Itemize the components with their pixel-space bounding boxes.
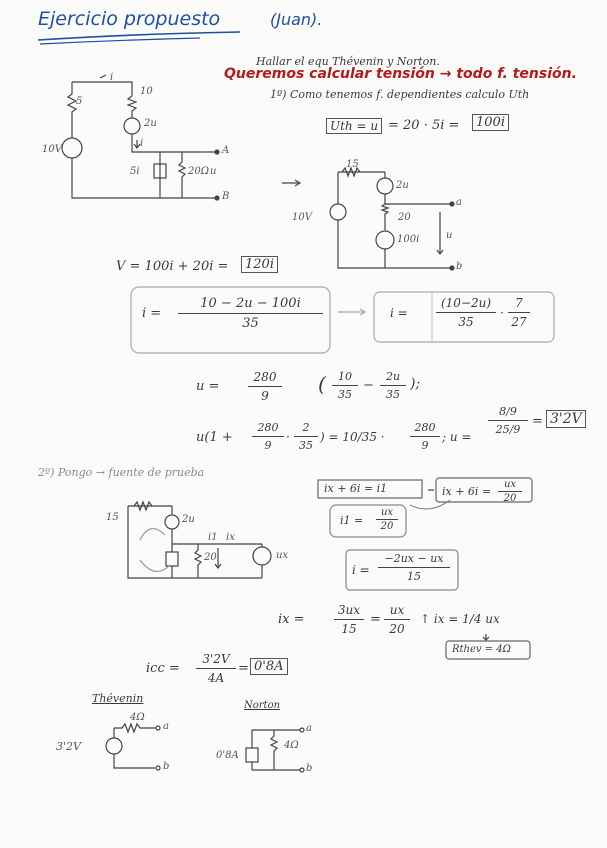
i2-mid: ·: [500, 306, 504, 320]
task-text: Hallar el equ Thévenin y Norton.: [256, 55, 440, 68]
i1-num: ux: [380, 507, 394, 518]
u-den: 9: [261, 389, 269, 403]
c1-dep-v: 2u: [144, 118, 157, 129]
i2-numerator: (10−2u): [440, 296, 492, 310]
i-denominator: 35: [242, 316, 259, 331]
i1-frac: [376, 507, 398, 532]
u2-dot: ·: [286, 430, 290, 444]
u-minus: −: [363, 378, 374, 393]
kcl-2-lhs: ix + 6i =: [442, 485, 492, 498]
u-p1: [332, 370, 358, 401]
v-result: 120i: [241, 256, 278, 273]
voltage-source-10v: [62, 138, 82, 158]
u-p2-num: 2u: [385, 370, 401, 383]
ix-frac2: [384, 603, 410, 636]
c1-current: i: [140, 138, 144, 149]
ix-den: 15: [341, 622, 357, 636]
c2-a: a: [456, 197, 462, 208]
icc-lhs: icc =: [146, 661, 180, 676]
u2-g: [488, 405, 528, 436]
icc-num: 3'2V: [202, 652, 230, 666]
u2-b-num: 280: [257, 421, 279, 434]
norton-b: b: [306, 763, 313, 774]
c2-r-top: 15: [346, 159, 359, 170]
i-lhs: i =: [142, 306, 162, 321]
i-step2-frac: [378, 552, 450, 583]
title-underline: [38, 32, 240, 40]
u-p1-num: 10: [338, 370, 352, 383]
i-step2-lhs: i =: [352, 563, 370, 577]
step1-text: 1º) Como tenemos f. dependientes calculo Uth: [270, 88, 530, 101]
norton-r: 4Ω: [284, 740, 299, 751]
u-p2: [380, 370, 406, 401]
c2-r-mid: 20: [398, 212, 411, 223]
u2-c-num: 2: [302, 421, 310, 434]
c1-a: A: [222, 145, 230, 156]
u2-e: [410, 421, 440, 452]
dep-current-source-2: [376, 231, 394, 249]
c2-source: 10V: [292, 212, 312, 223]
i-step2-num: −2ux − ux: [384, 552, 444, 565]
dep-current-source-3: [166, 552, 178, 566]
u2-b: [252, 421, 284, 452]
author: (Juan).: [270, 10, 323, 29]
u2-g-den: 25/9: [495, 423, 521, 436]
circuit2: [330, 168, 454, 270]
u2-result: 3'2V: [546, 410, 586, 428]
i1-den: 20: [380, 521, 394, 532]
c1-source: 10V: [42, 144, 62, 155]
c3-dep-v: 2u: [182, 514, 195, 525]
voltage-source-10v-2: [330, 204, 346, 220]
goal-text: Queremos calcular tensión → todo f. tensión.: [224, 66, 577, 82]
ix-den2: 20: [389, 622, 405, 636]
page-title: Ejercicio propuesto: [38, 8, 221, 30]
c1-i-top: i: [110, 72, 114, 83]
circuit3: [128, 502, 271, 578]
i1-lhs: i1 =: [340, 514, 364, 527]
i2-fraction: [436, 296, 496, 329]
v-equation: V = 100i + 20i =: [116, 259, 229, 274]
norton-i: 0'8A: [216, 750, 239, 761]
u-lhs: u =: [196, 379, 220, 394]
norton-label: Norton: [244, 700, 281, 711]
rth-result: Rthev = 4Ω: [452, 644, 511, 655]
ix-tail: ↑ ix = 1/4 ux: [420, 612, 500, 626]
u-close: );: [410, 376, 421, 392]
i2-factor: [508, 296, 530, 329]
u2-e-num: 280: [414, 421, 436, 434]
u2-eq: =: [532, 414, 543, 429]
kcl-1: ix + 6i = i1: [324, 482, 388, 495]
u2-a: u(1 +: [196, 430, 233, 445]
c2-dep-i: 100i: [397, 234, 420, 245]
arrow: [282, 180, 300, 186]
u-frac: [248, 370, 282, 403]
c2-u: u: [446, 230, 453, 241]
kcl-2-num: ux: [503, 479, 517, 490]
uth-result: 100i: [472, 114, 509, 131]
c1-r-left: 5: [76, 96, 83, 107]
i2-factor-den: 27: [511, 315, 527, 329]
c3-r: 20: [204, 552, 217, 563]
thevenin-b: b: [163, 761, 170, 772]
u2-g-num: 8/9: [499, 405, 517, 418]
ix-num: 3ux: [337, 603, 361, 617]
norton-source: [246, 748, 258, 762]
c3-r-top: 15: [106, 512, 119, 523]
i2-factor-num: 7: [515, 296, 523, 310]
kcl-2-den: 20: [503, 493, 517, 504]
i2-denominator: 35: [458, 315, 474, 329]
c3-ix: ix: [226, 532, 235, 543]
thevenin-v: 3'2V: [56, 740, 81, 753]
c1-dep-i: 5i: [130, 166, 140, 177]
i-numerator: 10 − 2u − 100i: [200, 296, 301, 311]
u-paren-open: (: [318, 372, 326, 396]
u2-f: ; u =: [442, 430, 472, 444]
i2-lhs: i =: [390, 306, 408, 320]
ix-eq: =: [370, 612, 381, 627]
u2-c-den: 35: [299, 439, 313, 452]
kcl-2-frac: [498, 479, 522, 504]
c2-dep-v: 2u: [396, 180, 409, 191]
dep-voltage-source: [124, 118, 140, 134]
thevenin-r: 4Ω: [130, 712, 145, 723]
u2-c: [294, 421, 318, 452]
icc-den: 4A: [207, 671, 225, 685]
step2-label: 2º) Pongo → fuente de prueba: [38, 466, 205, 479]
uth-calc: = 20 · 5i =: [388, 118, 460, 133]
c3-i1: i1: [208, 532, 218, 543]
test-source: [253, 547, 271, 565]
c1-r-top: 10: [140, 86, 153, 97]
thevenin-source: [106, 738, 122, 754]
dep-voltage-source-3: [165, 515, 179, 529]
u2-d: ) = 10/35 ·: [320, 430, 385, 444]
ix-num2: ux: [389, 603, 405, 617]
uth-box: Uth = u: [326, 118, 382, 134]
thevenin-circuit: [106, 724, 160, 770]
c1-u: u: [210, 166, 217, 177]
u2-e-den: 9: [421, 439, 429, 452]
u-p1-den: 35: [338, 388, 352, 401]
icc-result: 0'8A: [250, 658, 288, 675]
ix-frac: [334, 603, 364, 636]
norton-a: a: [306, 723, 312, 734]
icc-eq: =: [238, 661, 249, 676]
u-p2-den: 35: [386, 388, 400, 401]
thevenin-a: a: [163, 721, 169, 732]
ix-lhs: ix =: [278, 612, 305, 627]
c1-r-out: 20Ω: [188, 166, 210, 177]
u2-b-den: 9: [264, 439, 272, 452]
i-step2-den: 15: [407, 570, 421, 583]
u-num: 280: [253, 370, 277, 384]
thevenin-label: Thévenin: [92, 692, 144, 705]
c2-b: b: [456, 261, 463, 272]
dep-voltage-source-2: [377, 178, 393, 194]
i-fraction: [178, 296, 323, 331]
c3-ux: ux: [276, 550, 289, 561]
icc-frac: [196, 652, 236, 685]
c1-b: B: [222, 191, 230, 202]
